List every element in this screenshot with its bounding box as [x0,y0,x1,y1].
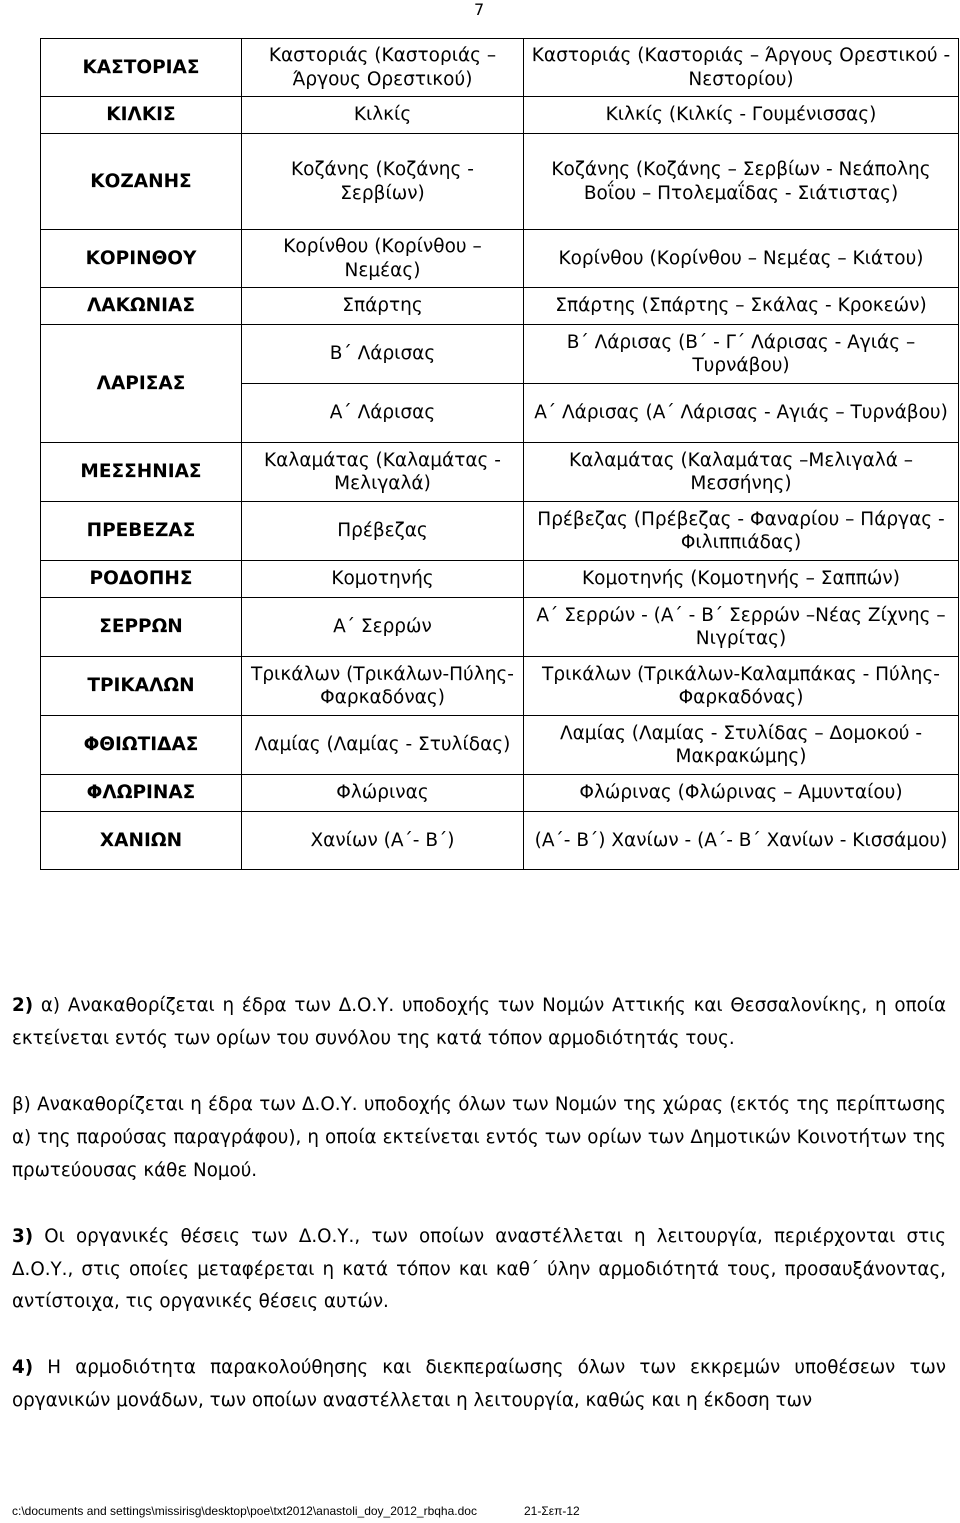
seat-cell: Α΄ Λάρισας [242,384,524,443]
seat-cell: Α΄ Σερρών [242,598,524,657]
area-cell: (Α΄- Β΄) Χανίων - (Α΄- Β΄ Χανίων - Κισσάμου) [524,812,959,870]
page-number: 7 [474,0,485,19]
document-footer [12,1504,580,1518]
prefecture-name: ΡΟΔΟΠΗΣ [41,561,242,598]
area-cell: Α΄ Λάρισας (Α΄ Λάρισας - Αγιάς – Τυρνάβου) [524,384,959,443]
seat-cell: Χανίων (Α΄- Β΄) [242,812,524,870]
table-row [41,775,959,812]
paragraph-text: Οι οργανικές θέσεις των Δ.Ο.Υ., των οποίων αναστέλλεται η λειτουργία, περιέρχονται στις Δ.Ο.Υ., στις οποίες μεταφέρεται η κατά τόπον και καθ΄ ύλην αρμοδιότητά τους, προσαυξάνοντας, αντίστοιχα, τις οργανικές θέσεις αυτών. [12,1225,946,1313]
prefecture-name: ΚΟΖΑΝΗΣ [41,134,242,230]
seat-cell: Τρικάλων (Τρικάλων-Πύλης-Φαρκαδόνας) [242,657,524,716]
area-cell: Κομοτηνής (Κομοτηνής – Σαππών) [524,561,959,598]
seat-cell: Σπάρτης [242,288,524,325]
prefecture-name: ΜΕΣΣΗΝΙΑΣ [41,443,242,502]
prefecture-name: ΛΑΚΩΝΙΑΣ [41,288,242,325]
paragraph-number: 4) [12,1357,34,1379]
prefecture-name: ΦΘΙΩΤΙΔΑΣ [41,716,242,775]
area-cell: Καλαμάτας (Καλαμάτας –Μελιγαλά – Μεσσήνης) [524,443,959,502]
table-row [41,812,959,870]
table-row [41,325,959,384]
area-cell: Κιλκίς (Κιλκίς - Γουμένισσας) [524,97,959,134]
seat-cell: Καλαμάτας (Καλαμάτας - Μελιγαλά) [242,443,524,502]
prefecture-name: ΚΙΛΚΙΣ [41,97,242,134]
prefecture-name: ΦΛΩΡΙΝΑΣ [41,775,242,812]
seat-cell: Κορίνθου (Κορίνθου – Νεμέας) [242,230,524,288]
area-cell: Πρέβεζας (Πρέβεζας - Φαναρίου – Πάργας - Φιλιππιάδας) [524,502,959,561]
paragraph-text: α) Ανακαθορίζεται η έδρα των Δ.Ο.Υ. υποδοχής των Νομών Αττικής και Θεσσαλονίκης, η οποία εκτείνεται εντός των ορίων του συνόλου της κατά τόπον αρμοδιότητάς τους. [12,995,946,1049]
prefecture-name: ΣΕΡΡΩΝ [41,598,242,657]
table-row [41,561,959,598]
prefecture-name: ΛΑΡΙΣΑΣ [41,325,242,443]
prefecture-table [40,38,959,870]
table-row [41,288,959,325]
paragraph-text: β) Ανακαθορίζεται η έδρα των Δ.Ο.Υ. υποδοχής όλων των Νομών της χώρας (εκτός της περίπτωσης α) της παρούσας παραγράφου), η οποία εκτείνεται εντός των ορίων των Δημοτικών Κοινοτήτων της πρωτεύουσας κάθε Νομού. [12,1093,946,1181]
paragraph-2b [12,1089,946,1188]
area-cell: Κοζάνης (Κοζάνης – Σερβίων - Νεάπολης Βοΐου – Πτολεμαΐδας - Σιάτιστας) [524,134,959,230]
area-cell: Καστοριάς (Καστοριάς – Άργους Ορεστικού - Νεστορίου) [524,39,959,97]
footer-date: 21-Σεπ-12 [524,1504,580,1518]
seat-cell: Κομοτηνής [242,561,524,598]
area-cell: Α΄ Σερρών - (Α΄ - Β΄ Σερρών –Νέας Ζίχνης – Νιγρίτας) [524,598,959,657]
table-row [41,657,959,716]
table-row [41,598,959,657]
paragraph-text: Η αρμοδιότητα παρακολούθησης και διεκπεραίωσης όλων των εκκρεμών υποθέσεων των οργανικών μονάδων, των οποίων αναστέλλεται η λειτουργία, καθώς και η έκδοση των [12,1357,946,1412]
table-row [41,716,959,775]
seat-cell: Φλώρινας [242,775,524,812]
table-row [41,443,959,502]
prefecture-name: ΚΟΡΙΝΘΟΥ [41,230,242,288]
area-cell: Κορίνθου (Κορίνθου – Νεμέας – Κιάτου) [524,230,959,288]
table-row [41,230,959,288]
body-text [12,990,946,1418]
seat-cell: Κιλκίς [242,97,524,134]
file-path: c:\documents and settings\missirisg\desktop\poe\txt2012\anastoli_doy_2012_rbqha.doc [12,1504,477,1518]
area-cell: Σπάρτης (Σπάρτης – Σκάλας - Κροκεών) [524,288,959,325]
area-cell: Λαμίας (Λαμίας - Στυλίδας – Δομοκού - Μακρακώμης) [524,716,959,775]
prefecture-name: ΤΡΙΚΑΛΩΝ [41,657,242,716]
table-row [41,502,959,561]
paragraph-3 [12,1221,946,1320]
seat-cell: Κοζάνης (Κοζάνης - Σερβίων) [242,134,524,230]
seat-cell: Πρέβεζας [242,502,524,561]
area-cell: Φλώρινας (Φλώρινας – Αμυνταίου) [524,775,959,812]
prefecture-name: ΠΡΕΒΕΖΑΣ [41,502,242,561]
table-row [41,97,959,134]
paragraph-number: 3) [12,1225,34,1247]
prefecture-name: ΧΑΝΙΩΝ [41,812,242,870]
area-cell: Β΄ Λάρισας (Β΄ - Γ΄ Λάρισας - Αγιάς – Τυρνάβου) [524,325,959,384]
paragraph-number: 2) [12,995,34,1016]
table-row [41,39,959,97]
prefecture-name: ΚΑΣΤΟΡΙΑΣ [41,39,242,97]
table-row [41,134,959,230]
paragraph-2a [12,990,946,1056]
seat-cell: Β΄ Λάρισας [242,325,524,384]
seat-cell: Λαμίας (Λαμίας - Στυλίδας) [242,716,524,775]
seat-cell: Καστοριάς (Καστοριάς – Άργους Ορεστικού) [242,39,524,97]
area-cell: Τρικάλων (Τρικάλων-Καλαμπάκας - Πύλης-Φαρκαδόνας) [524,657,959,716]
paragraph-4 [12,1352,946,1418]
